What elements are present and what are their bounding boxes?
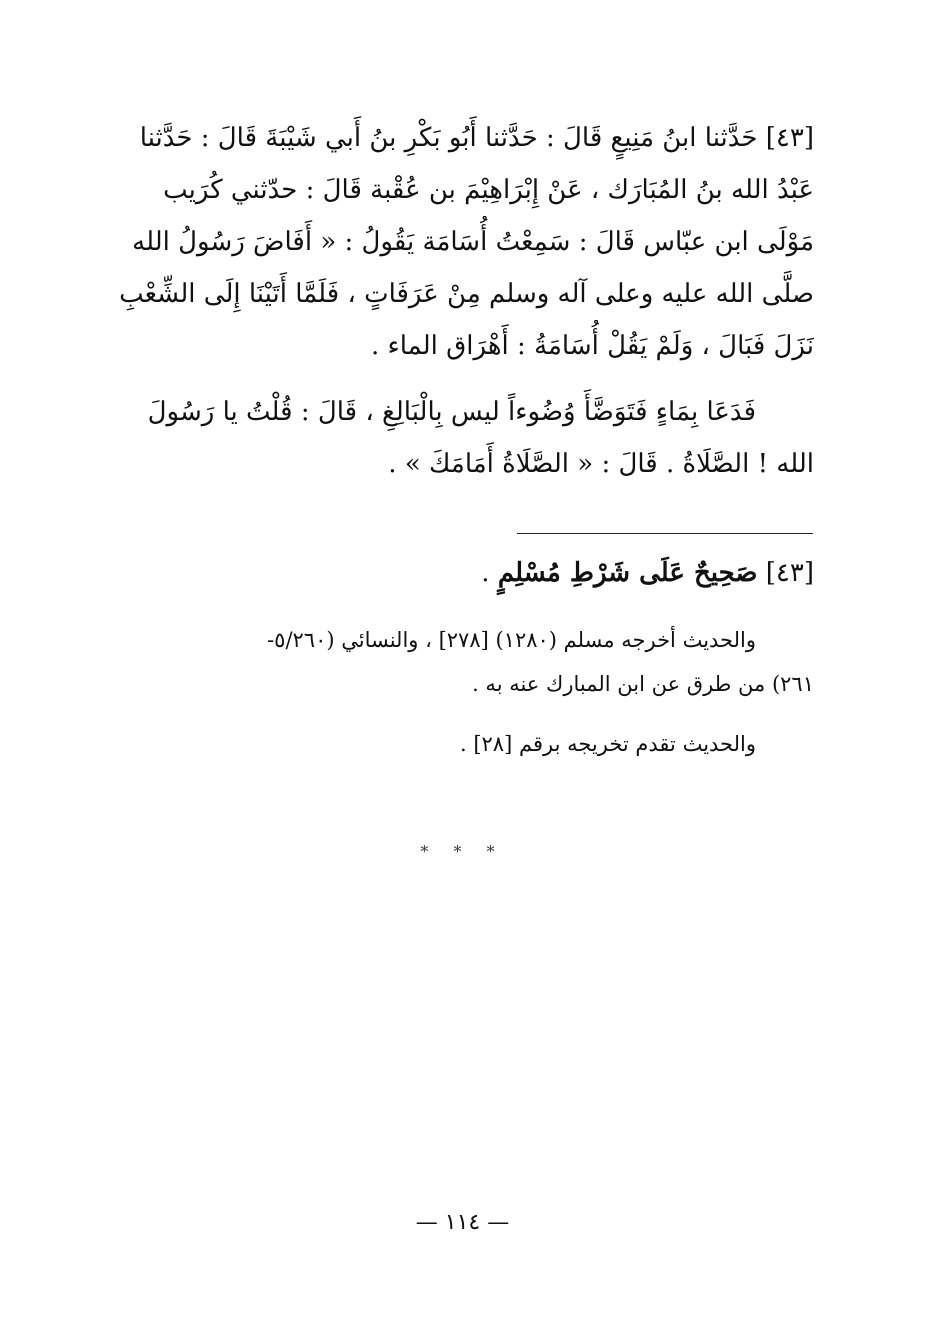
text-line: نَزَلَ فَبَالَ ، وَلَمْ يَقُلْ أُسَامَةُ : أَهْرَاق الماء .	[370, 331, 814, 361]
text-line: مَوْلَى ابن عبّاس قَالَ : سَمِعْتُ أُسَامَة يَقُولُ : « أَفَاضَ رَسُولُ الله	[132, 227, 814, 257]
grading-end: .	[481, 558, 498, 588]
footnotes	[118, 548, 814, 766]
text-line: صلَّى الله عليه وعلى آله وسلم مِنْ عَرَفَاتٍ ، فَلَمَّا أَتَيْنَا إِلَى الشِّعْبِ	[119, 279, 814, 309]
paragraph-gap	[118, 372, 814, 386]
footnote-separator-rule	[517, 533, 813, 534]
footnote-number: [٤٣]	[765, 558, 814, 588]
text-line: فَدَعَا بِمَاءٍ فَتَوَضَّأَ وُضُوءاً ليس بِالْبَالِغِ ، قَالَ : قُلْتُ يا رَسُولَ	[147, 397, 756, 427]
text-line: [٤٣] حَدَّثنا ابنُ مَنِيعٍ قَالَ : حَدَّثنا أَبُو بَكْرِ بنُ أَبي شَيْبَةَ قَالَ : حَدَّثنا	[139, 123, 814, 153]
takhrij-line: والحديث أخرجه مسلم (١٢٨٠) [٢٧٨] ، والنسائي (٥/٢٦٠-	[267, 628, 756, 652]
takhrij-line: ٢٦١) من طرق عن ابن المبارك عنه به .	[472, 672, 814, 696]
cross-reference	[118, 722, 814, 766]
footnote-heading	[118, 548, 814, 598]
cross-reference-line: والحديث تقدم تخريجه برقم [٢٨] .	[459, 732, 756, 756]
page-number: — ١١٤ —	[415, 1210, 510, 1235]
text-line: عَبْدُ الله بنُ المُبَارَك ، عَنْ إِبْرَاهِيْمَ بن عُقْبة قَالَ : حدّثني كُرَيب	[163, 175, 814, 205]
hadith-grading: صَحِيحٌ عَلَى شَرْطِ مُسْلِمٍ	[497, 558, 758, 588]
section-separator-stars: * * *	[420, 842, 505, 861]
hadith-text	[118, 112, 814, 490]
takhrij	[118, 618, 814, 706]
text-line: الله ! الصَّلَاةُ . قَالَ : « الصَّلَاةُ أَمَامَكَ » .	[388, 449, 814, 479]
